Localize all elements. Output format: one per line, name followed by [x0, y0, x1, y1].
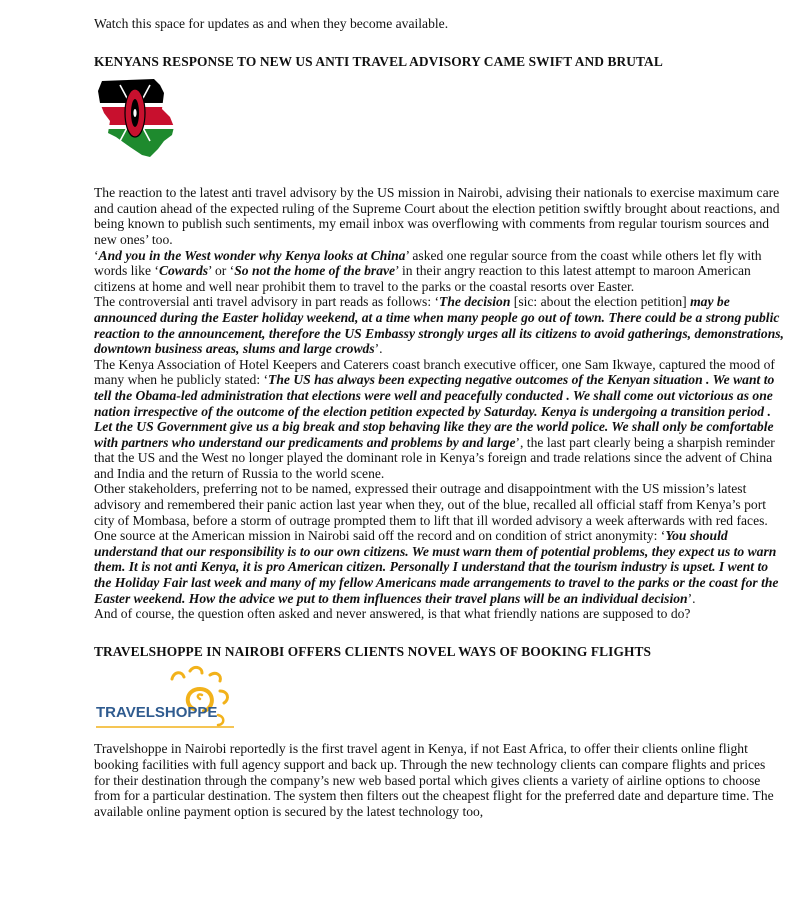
article-heading-kenya: KENYANS RESPONSE TO NEW US ANTI TRAVEL ADVISORY CAME SWIFT AND BRUTAL [94, 53, 663, 69]
article1-paragraph-4: The Kenya Association of Hotel Keepers and Caterers coast branch executive officer, one Sam Ikwaye, captured the mood of many when he publicly stated: ‘The US has always been expecting negative outcomes of the Kenyan situation . We want to tell the Obama-led administration that elections were well and peacefully conducted . We shall come out victorious as one nation irrespective of the outcome of the election petition expected by Saturday. Kenya is undergoing a transition period . Let the US Government give us a big break and stop behaving like they are the world police. We shall only be comfortable with partners who understand our predicaments and problems by and large’, the last part clearly being a sharpish reminder that the US and the West no longer played the dominant role in Kenya’s foreign and trade relations since the advent of China and India and the return of Russia to the world scene. [94, 356, 775, 481]
maasai-shield-icon [120, 85, 150, 141]
article1-paragraph-2: ‘And you in the West wonder why Kenya looks at China’ asked one regular source from the coast while others let fly with words like ‘Cowards’ or ‘So not the home of the brave’ in their angry reaction to this latest attempt to maroon American citizens at home and well near prohibit them to travel to the parks or the coastal resorts over Easter. [94, 247, 762, 294]
article1-paragraph-6: One source at the American mission in Nairobi said off the record and on condition of strict anonymity: ‘You should understand that our responsibility is to our own citizens. We must warn them of potential problems, they expect us to warn them. It is not anti Kenya, it is pro American citizen. Personally I understand that the tourism industry is upset. I went to the Holiday Fair last week and many of my fellow Americans made arrangements to travel to the parks or the coast for the Easter weekend. How the advice we put to them influences their travel plans will be an individual decision’. [94, 528, 779, 606]
travelshoppe-logo-icon [94, 665, 244, 731]
article1-paragraph-7: And of course, the question often asked and never answered, is that what friendly nations are supposed to do? [94, 606, 691, 622]
kenya-map-icon [94, 75, 184, 161]
article1-paragraph-3: The controversial anti travel advisory in part reads as follows: ‘The decision [sic: about the election petition] may be announced during the Easter holiday weekend, at a time when many people go out of town. There could be a strong public reaction to the announcement, therefore the US Embassy strongly urges all its citizens to avoid gatherings, demonstrations, downtown business areas, slums and large crowds’. [94, 294, 784, 357]
article2-paragraph-1: Travelshoppe in Nairobi reportedly is the first travel agent in Kenya, if not East Africa, to offer their clients online flight booking facilities with full agency support and back up. Through the new technology clients can compare flights and prices for their destination through the company’s new web based portal which gives clients a variety of airline options to choose from for a particular destination. The system then filters out the cheapest flight for the preferred date and departure time. The available online payment option is secured by the latest technology too, [94, 741, 774, 819]
article-heading-travelshoppe: TRAVELSHOPPE IN NAIROBI OFFERS CLIENTS NOVEL WAYS OF BOOKING FLIGHTS [94, 643, 652, 659]
document-page [94, 16, 784, 819]
article1-paragraph-1: The reaction to the latest anti travel advisory by the US mission in Nairobi, advising their nationals to exercise maximum care and caution ahead of the expected ruling of the Supreme Court about the election petition swiftly brought about reactions, and being known to publish such sentiments, my email inbox was overflowing with comments from regular tourism sources and new ones’ too. [94, 185, 780, 247]
article1-paragraph-5: Other stakeholders, preferring not to be named, expressed their outrage and disappointment with the US mission’s latest advisory and remembered their panic action last year when they, out of the blue, recalled all official staff from Kenya’s port city of Mombasa, before a storm of outrage prompted them to lift that ill worded advisory a week afterwards with red faces. [94, 481, 768, 528]
travelshoppe-logo [94, 665, 784, 741]
kenya-map-flag-image [94, 75, 784, 185]
travelshoppe-wordmark: TRAVELSHOPPE [96, 704, 218, 722]
intro-text: Watch this space for updates as and when they become available. [94, 16, 449, 31]
